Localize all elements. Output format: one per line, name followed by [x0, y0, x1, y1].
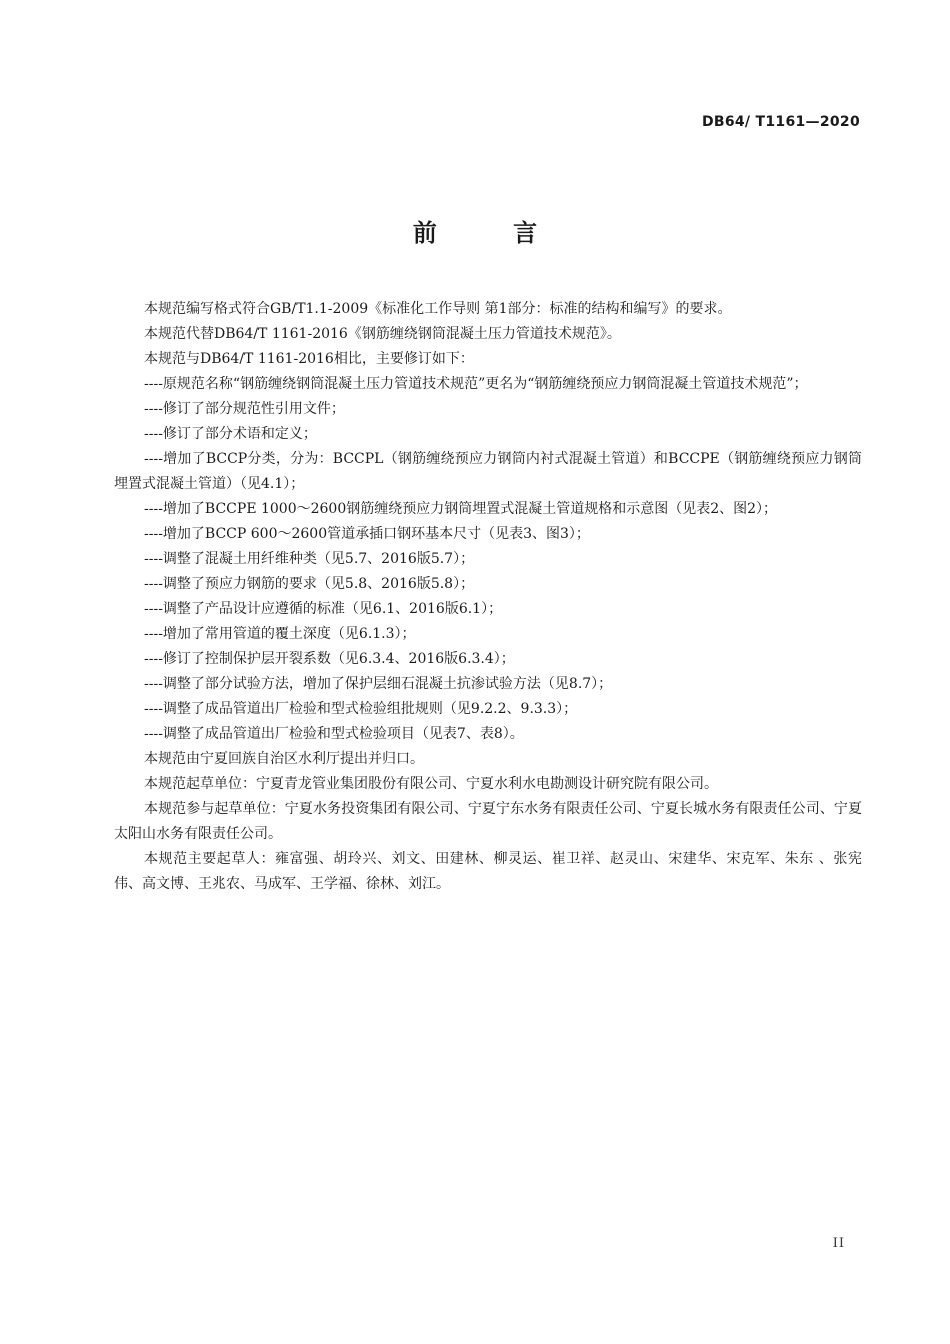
paragraph-proposer: 本规范由宁夏回族自治区水利厅提出并归口。 [144, 751, 424, 767]
revision-item: ----调整了成品管道出厂检验和型式检验组批规则（见9.2.2、9.3.3）； [144, 701, 578, 717]
revision-item: ----增加了BCCPE 1000～2600钢筋缠绕预应力钢筒埋置式混凝土管道规格和示意图（见表2、图2）； [144, 501, 778, 517]
revision-item: ----增加了BCCP 600～2600管道承插口钢环基本尺寸（见表3、图3）； [144, 526, 590, 542]
standard-code: DB64/ T1161—2020 [701, 114, 860, 130]
revision-item: ----调整了预应力钢筋的要求（见5.8、2016版5.8）； [144, 576, 475, 592]
revision-item: ----增加了BCCP分类，分为：BCCPL（钢筋缠绕预应力钢筒内衬式混凝土管道）和BCCPE（钢筋缠绕预应力钢筒埋置式混凝土管道）（见4.1）； [114, 451, 862, 492]
revision-item: ----修订了控制保护层开裂系数（见6.3.4、2016版6.3.4）； [144, 651, 515, 667]
revision-item: ----调整了产品设计应遵循的标准（见6.1、2016版6.1）； [144, 601, 503, 617]
paragraph-participating-units: 本规范参与起草单位：宁夏水务投资集团有限公司、宁夏宁东水务有限责任公司、宁夏长城水务有限责任公司、宁夏太阳山水务有限责任公司。 [114, 801, 862, 842]
revision-item: ----修订了部分术语和定义； [144, 426, 317, 442]
page-number: II [832, 1236, 845, 1251]
revision-item: ----调整了成品管道出厂检验和型式检验项目（见表7、表8）。 [144, 726, 524, 742]
revision-item: ----调整了混凝土用纤维种类（见5.7、2016版5.7）； [144, 551, 475, 567]
revision-item: ----原规范名称“钢筋缠绕钢筒混凝土压力管道技术规范”更名为“钢筋缠绕预应力钢筒混凝土管道技术规范”； [144, 376, 808, 392]
paragraph-drafting-units: 本规范起草单位：宁夏青龙管业集团股份有限公司、宁夏水利水电勘测设计研究院有限公司。 [144, 776, 718, 792]
foreword-body [114, 297, 862, 897]
paragraph-revisions-intro: 本规范与DB64/T 1161-2016相比，主要修订如下： [144, 351, 474, 367]
revision-item: ----修订了部分规范性引用文件； [144, 401, 345, 417]
page-title: 前 言 [412, 219, 572, 247]
paragraph-replaces: 本规范代替DB64/T 1161-2016《钢筋缠绕钢筒混凝土压力管道技术规范》。 [144, 326, 621, 342]
paragraph-format-compliance: 本规范编写格式符合GB/T1.1-2009《标准化工作导则 第1部分：标准的结构和编写》的要求。 [144, 301, 732, 317]
paragraph-drafters: 本规范主要起草人：雍富强、胡玲兴、刘文、田建林、柳灵运、崔卫祥、赵灵山、宋建华、宋克军、朱东 、张宪伟、高文博、王兆农、马成军、王学福、徐林、刘江。 [114, 851, 862, 892]
revision-item: ----调整了部分试验方法，增加了保护层细石混凝土抗渗试验方法（见8.7）； [144, 676, 613, 692]
revision-item: ----增加了常用管道的覆土深度（见6.1.3）； [144, 626, 416, 642]
